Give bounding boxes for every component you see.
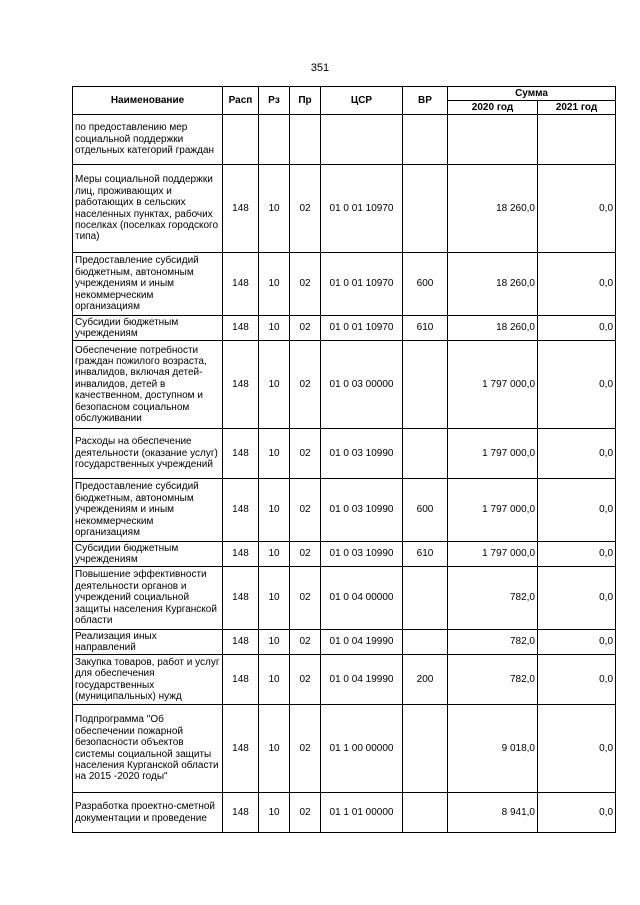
header-rasp: Расп	[223, 87, 259, 115]
cell-rz: 10	[259, 542, 290, 567]
cell-2021: 0,0	[538, 567, 616, 630]
cell-vr: 610	[403, 542, 448, 567]
cell-2021: 0,0	[538, 316, 616, 341]
cell-rasp: 148	[223, 165, 259, 253]
header-year-2020: 2020 год	[448, 101, 538, 115]
table-row	[73, 115, 616, 165]
cell-rz: 10	[259, 567, 290, 630]
cell-rz: 10	[259, 705, 290, 793]
cell-rasp: 148	[223, 341, 259, 429]
cell-rz: 10	[259, 341, 290, 429]
table-row	[73, 630, 616, 655]
cell-rasp: 148	[223, 542, 259, 567]
cell-name: Предоставление субсидий бюджетным, автономным учреждениям и иным некоммерческим организациям	[73, 253, 223, 316]
cell-2020: 18 260,0	[448, 253, 538, 316]
cell-rz: 10	[259, 253, 290, 316]
cell-vr: 600	[403, 253, 448, 316]
cell-rasp: 148	[223, 793, 259, 833]
cell-2021: 0,0	[538, 429, 616, 479]
cell-name: Подпрограмма "Об обеспечении пожарной безопасности объектов системы социальной защиты населения Курганской области на 2015 -2020 годы"	[73, 705, 223, 793]
cell-pr: 02	[290, 341, 321, 429]
cell-name: Разработка проектно-сметной документации и проведение	[73, 793, 223, 833]
cell-2021: 0,0	[538, 341, 616, 429]
cell-2021: 0,0	[538, 630, 616, 655]
table-row	[73, 429, 616, 479]
cell-2021: 0,0	[538, 655, 616, 705]
cell-csr: 01 1 01 00000	[321, 793, 403, 833]
cell-csr: 01 1 00 00000	[321, 705, 403, 793]
cell-rasp: 148	[223, 630, 259, 655]
cell-vr: 200	[403, 655, 448, 705]
cell-2021: 0,0	[538, 705, 616, 793]
table-row	[73, 705, 616, 793]
table-header	[73, 87, 616, 115]
cell-pr: 02	[290, 542, 321, 567]
cell-pr: 02	[290, 630, 321, 655]
cell-csr: 01 0 01 10970	[321, 253, 403, 316]
cell-rz: 10	[259, 165, 290, 253]
cell-csr: 01 0 03 10990	[321, 542, 403, 567]
cell-name: по предоставлению мер социальной поддержки отдельных категорий граждан	[73, 115, 223, 165]
table-row	[73, 165, 616, 253]
cell-2020: 1 797 000,0	[448, 341, 538, 429]
cell-pr: 02	[290, 165, 321, 253]
cell-rasp: 148	[223, 479, 259, 542]
header-year-2021: 2021 год	[538, 101, 616, 115]
cell-rz	[259, 115, 290, 165]
cell-vr: 600	[403, 479, 448, 542]
header-rz: Рз	[259, 87, 290, 115]
cell-rasp: 148	[223, 567, 259, 630]
table-row	[73, 567, 616, 630]
cell-rasp: 148	[223, 316, 259, 341]
header-pr: Пр	[290, 87, 321, 115]
cell-rasp	[223, 115, 259, 165]
cell-2020: 9 018,0	[448, 705, 538, 793]
cell-name: Предоставление субсидий бюджетным, автономным учреждениям и иным некоммерческим организациям	[73, 479, 223, 542]
cell-csr: 01 0 01 10970	[321, 316, 403, 341]
cell-pr: 02	[290, 479, 321, 542]
table-row	[73, 316, 616, 341]
cell-rz: 10	[259, 429, 290, 479]
cell-2021	[538, 115, 616, 165]
header-summa: Сумма	[448, 87, 616, 101]
cell-pr: 02	[290, 705, 321, 793]
cell-vr	[403, 115, 448, 165]
cell-name: Расходы на обеспечение деятельности (оказание услуг) государственных учреждений	[73, 429, 223, 479]
cell-rz: 10	[259, 630, 290, 655]
cell-rz: 10	[259, 655, 290, 705]
cell-pr: 02	[290, 429, 321, 479]
header-csr: ЦСР	[321, 87, 403, 115]
cell-vr	[403, 567, 448, 630]
cell-vr	[403, 165, 448, 253]
cell-2020: 18 260,0	[448, 316, 538, 341]
cell-2021: 0,0	[538, 793, 616, 833]
cell-name: Субсидии бюджетным учреждениям	[73, 542, 223, 567]
cell-rz: 10	[259, 793, 290, 833]
cell-2020: 782,0	[448, 630, 538, 655]
cell-pr: 02	[290, 316, 321, 341]
cell-rasp: 148	[223, 429, 259, 479]
header-name: Наименование	[73, 87, 223, 115]
cell-2021: 0,0	[538, 479, 616, 542]
cell-csr: 01 0 04 19990	[321, 630, 403, 655]
cell-pr	[290, 115, 321, 165]
cell-vr	[403, 429, 448, 479]
cell-csr: 01 0 03 00000	[321, 341, 403, 429]
table-row	[73, 341, 616, 429]
cell-2020: 18 260,0	[448, 165, 538, 253]
cell-vr	[403, 793, 448, 833]
cell-name: Закупка товаров, работ и услуг для обеспечения государственных (муниципальных) нужд	[73, 655, 223, 705]
cell-csr: 01 0 01 10970	[321, 165, 403, 253]
cell-rasp: 148	[223, 655, 259, 705]
cell-2020: 782,0	[448, 655, 538, 705]
cell-2020: 8 941,0	[448, 793, 538, 833]
cell-2021: 0,0	[538, 253, 616, 316]
cell-csr: 01 0 03 10990	[321, 479, 403, 542]
cell-rz: 10	[259, 479, 290, 542]
cell-vr	[403, 630, 448, 655]
cell-name: Реализация иных направлений	[73, 630, 223, 655]
header-vr: ВР	[403, 87, 448, 115]
table-row	[73, 655, 616, 705]
cell-vr	[403, 341, 448, 429]
cell-rasp: 148	[223, 253, 259, 316]
cell-2020	[448, 115, 538, 165]
cell-2020: 782,0	[448, 567, 538, 630]
cell-pr: 02	[290, 253, 321, 316]
cell-csr: 01 0 04 00000	[321, 567, 403, 630]
table-row	[73, 793, 616, 833]
cell-rasp: 148	[223, 705, 259, 793]
table-row	[73, 542, 616, 567]
cell-vr	[403, 705, 448, 793]
cell-2020: 1 797 000,0	[448, 429, 538, 479]
cell-2020: 1 797 000,0	[448, 542, 538, 567]
cell-name: Повышение эффективности деятельности органов и учреждений социальной защиты населения Курганской области	[73, 567, 223, 630]
cell-name: Обеспечение потребности граждан пожилого возраста, инвалидов, включая детей-инвалидов, детей в качественном, доступном и безопасном социальном обслуживании	[73, 341, 223, 429]
cell-2020: 1 797 000,0	[448, 479, 538, 542]
table-row	[73, 253, 616, 316]
cell-2021: 0,0	[538, 165, 616, 253]
cell-csr	[321, 115, 403, 165]
cell-pr: 02	[290, 567, 321, 630]
cell-vr: 610	[403, 316, 448, 341]
cell-name: Меры социальной поддержки лиц, проживающих и работающих в сельских населенных пунктах, рабочих поселках (поселках городского типа)	[73, 165, 223, 253]
cell-csr: 01 0 03 10990	[321, 429, 403, 479]
table-row	[73, 479, 616, 542]
table-body	[73, 115, 616, 833]
budget-table	[72, 86, 616, 833]
cell-name: Субсидии бюджетным учреждениям	[73, 316, 223, 341]
cell-2021: 0,0	[538, 542, 616, 567]
cell-pr: 02	[290, 655, 321, 705]
cell-pr: 02	[290, 793, 321, 833]
page-number: 351	[310, 62, 330, 74]
cell-csr: 01 0 04 19990	[321, 655, 403, 705]
cell-rz: 10	[259, 316, 290, 341]
